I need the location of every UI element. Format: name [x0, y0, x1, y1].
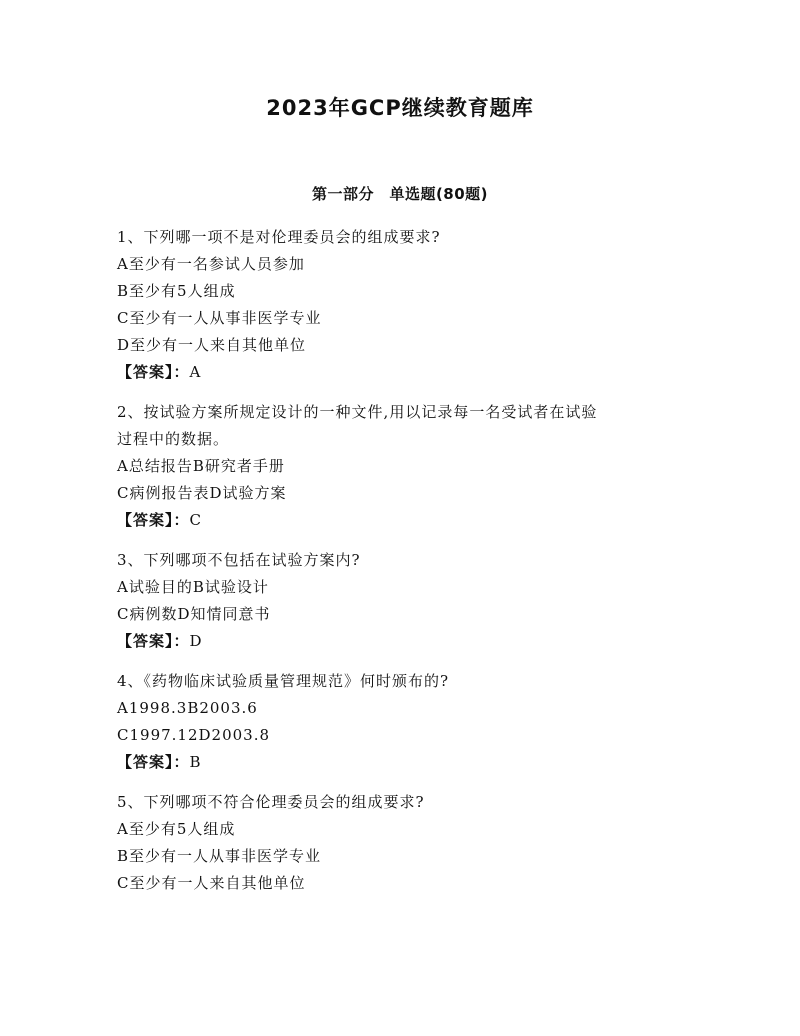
option: A至少有一名参试人员参加	[117, 255, 305, 273]
option: D至少有一人来自其他单位	[117, 336, 307, 354]
option: A1998.3B2003.6	[117, 699, 258, 717]
option: C病例数D知情同意书	[117, 605, 271, 623]
question-1	[117, 224, 677, 386]
option: A至少有5人组成	[117, 820, 236, 838]
option: C至少有一人从事非医学专业	[117, 309, 322, 327]
option: C1997.12D2003.8	[117, 726, 271, 744]
option: B至少有一人从事非医学专业	[117, 847, 322, 865]
question-4	[117, 668, 677, 776]
answer-label: 【答案】：	[117, 632, 190, 650]
option: C病例报告表D试验方案	[117, 484, 287, 502]
answer-line	[117, 749, 677, 776]
document-title: 2023年GCP继续教育题库	[266, 96, 534, 120]
answer-value: C	[189, 511, 202, 529]
answer-line	[117, 507, 677, 534]
question-stem: 2、按试验方案所规定设计的一种文件,用以记录每一名受试者在试验	[117, 403, 598, 421]
question-3	[117, 547, 677, 655]
section-title: 第一部分 单选题(80题)	[311, 185, 489, 203]
question-stem: 过程中的数据。	[117, 430, 230, 448]
option: B至少有5人组成	[117, 282, 236, 300]
answer-value: D	[189, 632, 203, 650]
answer-label: 【答案】：	[117, 753, 190, 771]
answer-line	[117, 628, 677, 655]
answer-value: B	[189, 753, 202, 771]
question-stem: 4、《药物临床试验质量管理规范》何时颁布的?	[117, 672, 450, 690]
answer-label: 【答案】：	[117, 511, 190, 529]
option: A总结报告B研究者手册	[117, 457, 285, 475]
question-stem: 1、下列哪一项不是对伦理委员会的组成要求?	[117, 228, 441, 246]
question-list	[117, 224, 677, 910]
question-5	[117, 789, 677, 897]
option: A试验目的B试验设计	[117, 578, 269, 596]
answer-line	[117, 359, 677, 386]
answer-value: A	[189, 363, 202, 381]
question-stem: 5、下列哪项不符合伦理委员会的组成要求?	[117, 793, 425, 811]
option: C至少有一人来自其他单位	[117, 874, 306, 892]
answer-label: 【答案】：	[117, 363, 190, 381]
question-2	[117, 399, 677, 534]
question-stem: 3、下列哪项不包括在试验方案内?	[117, 551, 361, 569]
